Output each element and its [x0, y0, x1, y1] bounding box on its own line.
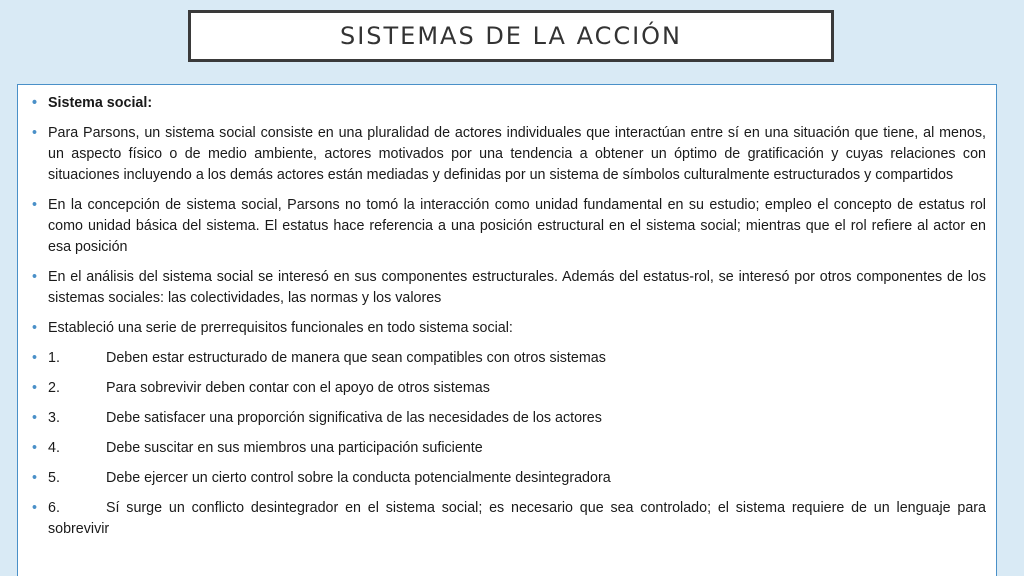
bullet-heading: • Sistema social: [28, 93, 986, 114]
slide-title: SISTEMAS DE LA ACCIÓN [339, 22, 683, 50]
item-number: 2. [48, 380, 60, 396]
item-number: 1. [48, 350, 60, 366]
item-text: Debe suscitar en sus miembros una participación suficiente [106, 440, 483, 456]
numbered-item [28, 348, 986, 369]
bullet-item: • Estableció una serie de prerrequisitos funcionales en todo sistema social: [28, 318, 986, 339]
item-number: 6. [48, 500, 60, 516]
item-number: 5. [48, 470, 60, 486]
numbered-item [28, 408, 986, 429]
title-box [188, 10, 834, 62]
item-text: Deben estar estructurado de manera que sean compatibles con otros sistemas [106, 350, 606, 366]
item-text: Para sobrevivir deben contar con el apoyo de otros sistemas [106, 380, 490, 396]
item-number: 3. [48, 410, 60, 426]
item-text: Debe ejercer un cierto control sobre la conducta potencialmente desintegradora [106, 470, 611, 486]
content-box [17, 84, 997, 576]
item-text: Debe satisfacer una proporción significativa de las necesidades de los actores [106, 410, 602, 426]
item-number: 4. [48, 440, 60, 456]
bullet-item: • Para Parsons, un sistema social consiste en una pluralidad de actores individuales que interactúan entre sí en una situación que tiene, al menos, un aspecto físico o de medio ambiente, actores motivados por una tendencia a obtener un óptimo de gratificación y cuyas relaciones con situaciones incluyendo a los demás actores están mediadas y definidas por un sistema de símbolos culturalmente estructurados y compartidos [28, 123, 986, 186]
numbered-item [28, 498, 986, 540]
numbered-item [28, 378, 986, 399]
bullet-item: • En la concepción de sistema social, Parsons no tomó la interacción como unidad fundamental en su estudio; empleo el concepto de estatus rol como unidad básica del sistema. El estatus hace referencia a una posición estructural en el sistema social; mientras que el rol refiere al actor en esa posición [28, 195, 986, 258]
item-text: Sí surge un conflicto desintegrador en el sistema social; es necesario que sea controlado; el sistema requiere de un lenguaje para sobrevivir [48, 500, 986, 537]
bullet-list [28, 93, 986, 540]
bullet-item: • En el análisis del sistema social se interesó en sus componentes estructurales. Además del estatus-rol, se interesó por otros componentes de los sistemas sociales: las colectividades, las normas y los valores [28, 267, 986, 309]
numbered-item [28, 468, 986, 489]
numbered-item [28, 438, 986, 459]
